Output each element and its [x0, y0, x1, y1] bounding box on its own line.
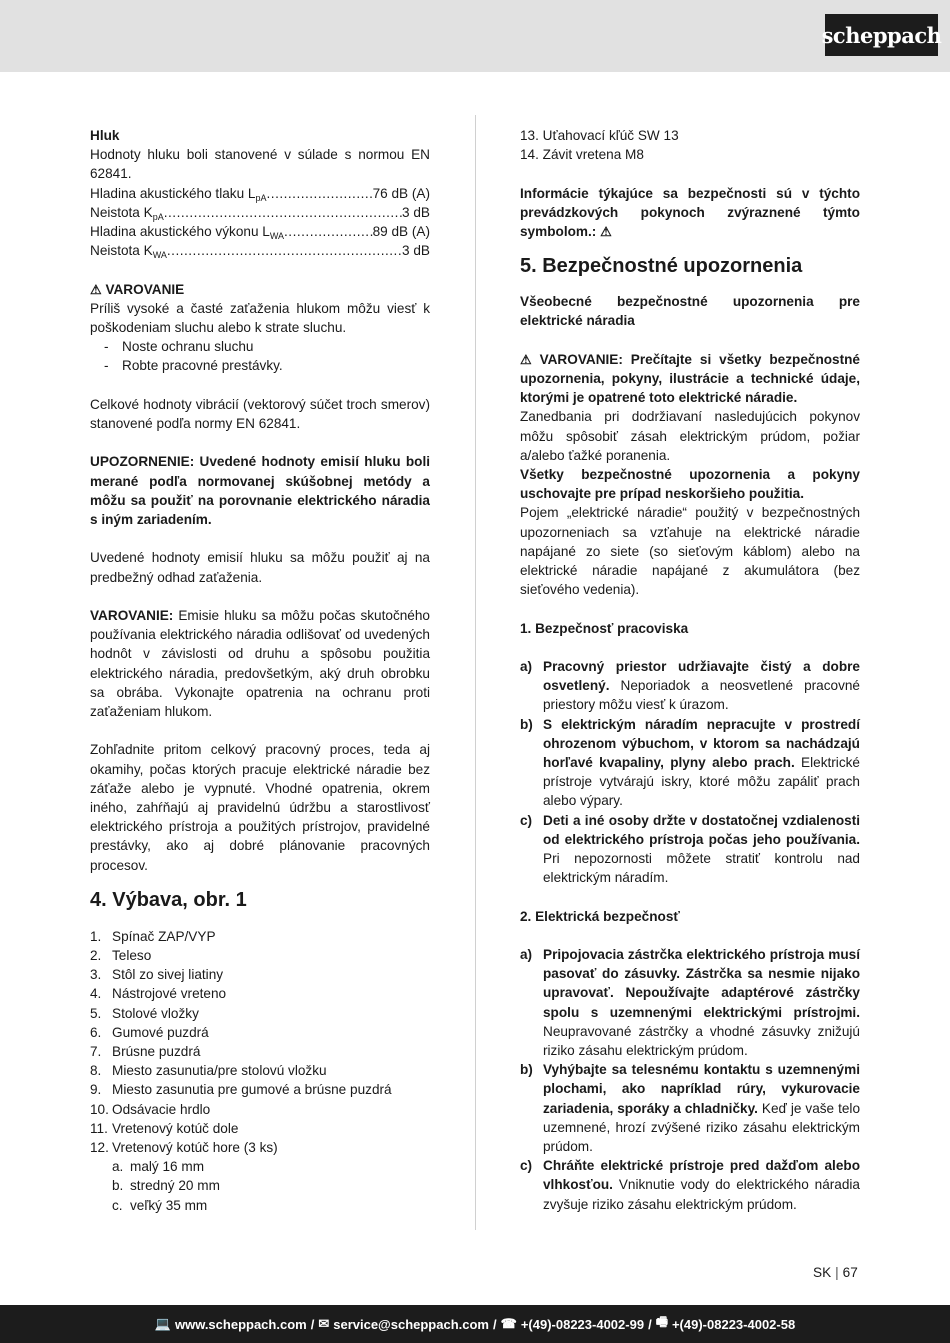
general-safety-title: Všeobecné bezpečnostné upozornenia pre elektrické náradia — [520, 294, 860, 329]
spec-label: Hladina akustického výkonu L — [90, 224, 270, 240]
safety-item: a) Pracovný priestor udržiavajte čistý a dobre osvetlený. Neporiadok a neosvetlené pracovné priestory môžu viesť k úrazom. — [520, 659, 860, 713]
consider-text: Zohľadnite pritom celkový pracovný proces, teda aj okamihy, počas ktorých pracuje elektrické náradie bez záťaže alebo je vypnuté. Vhodné opatrenia, okrem iného, zahŕňajú aj pravidelnú údržbu a starostlivosť elektrického prístroja a použitých prístrojov, pravidelné prestávky, ako aj dobré plánovanie pracovných procesov. — [90, 742, 430, 873]
safety-item: c) Deti a iné osoby držte v dostatočnej vzdialenosti od elektrického prístroja počas jeho používania. Pri nepozornosti môžete stratiť kontrolu nad elektrickým náradím. — [520, 812, 860, 886]
phone-icon: ☎ — [500, 1316, 517, 1331]
footer-bar: 💻 www.scheppach.com / ✉ service@scheppach.com / ☎ +(49)-08223-4002-99 / 🖷 +(49)-08223-4002-58 — [0, 1305, 950, 1343]
safety-item: a) Pripojovacia zástrčka elektrického prístroja musí pasovať do zásuvky. Zástrčka sa nesmie nijako upravovať. Nepoužívajte adaptérové zástrčky spolu s uzemnenými elektrickými prístrojmi. Neupravované zástrčky a vhodné zásuvky znižujú riziko zásahu elektrickým prúdom. — [520, 947, 860, 1059]
list-item: 14. Závit vretena M8 — [520, 147, 644, 163]
equipment-item: 3. Stôl zo sivej liatiny — [90, 967, 224, 983]
spec-label: Neistota K — [90, 204, 153, 220]
spec-value: 3 dB — [402, 243, 430, 259]
equipment-item: 2. Teleso — [90, 948, 152, 964]
equipment-subitem: c. veľký 35 mm — [112, 1197, 208, 1213]
workplace-safety-title: 1. Bezpečnosť pracoviska — [520, 620, 689, 636]
footer-fax: +(49)-08223-4002-58 — [671, 1316, 796, 1332]
equipment-subitem: b. stredný 20 mm — [112, 1178, 220, 1194]
spec-row — [90, 222, 430, 241]
safety-item: b) S elektrickým náradím nepracujte v prostredí ohrozenom výbuchom, v ktorom sa nachádzajú horľavé kvapaliny, plyny alebo prach. Elektrické prístroje vytvárajú iskry, ktoré môžu zapáliť prach alebo výpary. — [520, 716, 860, 809]
warning-heading: ⚠ VAROVANIE — [90, 280, 430, 299]
list-item: - Robte pracovné prestávky. — [104, 358, 283, 374]
spec-value: 89 dB (A) — [372, 224, 430, 240]
right-column — [520, 126, 860, 1214]
emission-text: Uvedené hodnoty emisií hluku sa môžu použiť aj na predbežný odhad zaťaženia. — [90, 550, 430, 585]
equipment-item: 1. Spínač ZAP/VYP — [90, 928, 216, 944]
spec-sub: WA — [152, 250, 167, 261]
equipment-list — [90, 927, 430, 1157]
footer-mail[interactable]: service@scheppach.com — [333, 1316, 489, 1332]
electrical-safety-list — [520, 945, 860, 1214]
footer-phone: +(49)-08223-4002-99 — [520, 1316, 645, 1332]
column-divider — [475, 115, 476, 1230]
equipment-item: 12. Vretenový kotúč hore (3 ks) — [90, 1140, 278, 1156]
spec-label: Neistota K — [90, 243, 153, 259]
fax-icon: 🖷 — [655, 1314, 668, 1329]
spec-value: 3 dB — [402, 204, 430, 220]
spec-row — [90, 184, 430, 203]
warning-consequence-text: Zanedbania pri dodržiavaní nasledujúcich pokynov môžu spôsobiť zásah elektrickým prúdom, požiar a/alebo ťažké poranenia. — [520, 409, 860, 463]
equipment-item: 6. Gumové puzdrá — [90, 1024, 209, 1040]
electrical-safety-title: 2. Elektrická bezpečnosť — [520, 908, 680, 924]
safety-item: c) Chráňte elektrické prístroje pred dažďom alebo vlhkosťou. Vniknutie vody do elektrického náradia zvyšuje riziko zásahu elektrickým prúdom. — [520, 1158, 860, 1212]
spec-label: Hladina akustického tlaku L — [90, 185, 256, 201]
left-column — [90, 126, 430, 1215]
equipment-item: 8. Miesto zasunutia/pre stolovú vložku — [90, 1063, 327, 1079]
page-number: SK | 67 — [813, 1265, 858, 1280]
spec-row — [90, 241, 430, 260]
spec-row — [90, 203, 430, 222]
workplace-safety-list — [520, 657, 860, 887]
warning-text: Príliš vysoké a časté zaťaženia hlukom môžu viesť k poškodeniam sluchu alebo k strate sluchu. — [90, 300, 430, 336]
brand-logo: scheppach — [825, 14, 938, 56]
section-5-title: 5. Bezpečnostné upozornenia — [520, 255, 803, 278]
spec-value: 76 dB (A) — [372, 185, 430, 201]
noise-text: Hodnoty hluku boli stanovené v súlade s normou EN 62841. — [90, 147, 430, 182]
noise-heading: Hluk — [90, 128, 120, 143]
spec-sub: pA — [152, 211, 164, 222]
equipment-item: 5. Stolové vložky — [90, 1005, 199, 1021]
equipment-item: 9. Miesto zasunutia pre gumové a brúsne puzdrá — [90, 1082, 392, 1098]
keep-instructions-text: Všetky bezpečnostné upozornenia a pokyny uschovajte pre prípad neskoršieho použitia. — [520, 467, 860, 502]
safety-item: b) Vyhýbajte sa telesnému kontaktu s uzemnenými plochami, ako napríklad rúry, vykurovacie zariadenia, sporáky a chladničky. Keď je vaše telo uzemnené, hrozí zvýšené riziko zásahu elektrickým prúdom. — [520, 1062, 861, 1155]
footer-web[interactable]: www.scheppach.com — [174, 1316, 307, 1332]
section-4-title: 4. Výbava, obr. 1 — [90, 888, 247, 911]
term-definition-text: Pojem „elektrické náradie“ použitý v bezpečnostných upozorneniach sa vzťahuje na elektrické náradie napájané zo siete (so sieťovým káblom) alebo na elektrické náradie napájané z akumulátora (bez sieťového vedenia). — [520, 505, 860, 598]
equipment-item: 4. Nástrojové vreteno — [90, 986, 227, 1002]
vibration-text: Celkové hodnoty vibrácií (vektorový súčet troch smerov) stanovené podľa normy EN 62841. — [90, 396, 430, 432]
warning-triangle-icon: ⚠ — [90, 281, 102, 297]
equipment-item: 11. Vretenový kotúč dole — [90, 1120, 239, 1136]
safety-info-text: Informácie týkajúce sa bezpečnosti sú v týchto prevádzkových pokynoch zvýraznené týmto symbolom.: ⚠ — [520, 184, 860, 242]
notice-text: UPOZORNENIE: Uvedené hodnoty emisií hluku boli merané podľa normovanej skúšobnej metódy a môžu sa použiť na porovnanie elektrického náradia s iným zariadením. — [90, 454, 430, 528]
equipment-item: 10. Odsávacie hrdlo — [90, 1101, 211, 1117]
warning-noise-text: VAROVANIE: Emisie hluku sa môžu počas skutočného používania elektrického náradia odlišovať od uvedených hodnôt v závislosti od druhu a spôsobu použitia elektrického náradia, predovšetkým, aký druh obrobku sa obrába. Vykonajte opatrenia na ochranu proti zaťaženiam hlukom. — [90, 608, 430, 720]
equipment-sublist — [90, 1157, 430, 1215]
header-bar — [0, 0, 950, 72]
computer-icon: 💻 — [154, 1316, 171, 1331]
list-item: 13. Uťahovací kľúč SW 13 — [520, 128, 679, 143]
warning-read-text: ⚠ VAROVANIE: Prečítajte si všetky bezpečnostné upozornenia, pokyny, ilustrácie a technické údaje, ktorými je opatrené toto elektrické náradie. — [520, 351, 860, 406]
mail-icon: ✉ — [318, 1316, 330, 1331]
warning-triangle-icon: ⚠ — [600, 224, 612, 239]
equipment-subitem: a. malý 16 mm — [112, 1159, 205, 1175]
spec-sub: WA — [269, 231, 285, 242]
spec-sub: pA — [255, 192, 267, 203]
list-item: - Noste ochranu sluchu — [104, 339, 254, 355]
warning-triangle-icon: ⚠ — [520, 351, 532, 367]
equipment-item: 7. Brúsne puzdrá — [90, 1044, 201, 1060]
